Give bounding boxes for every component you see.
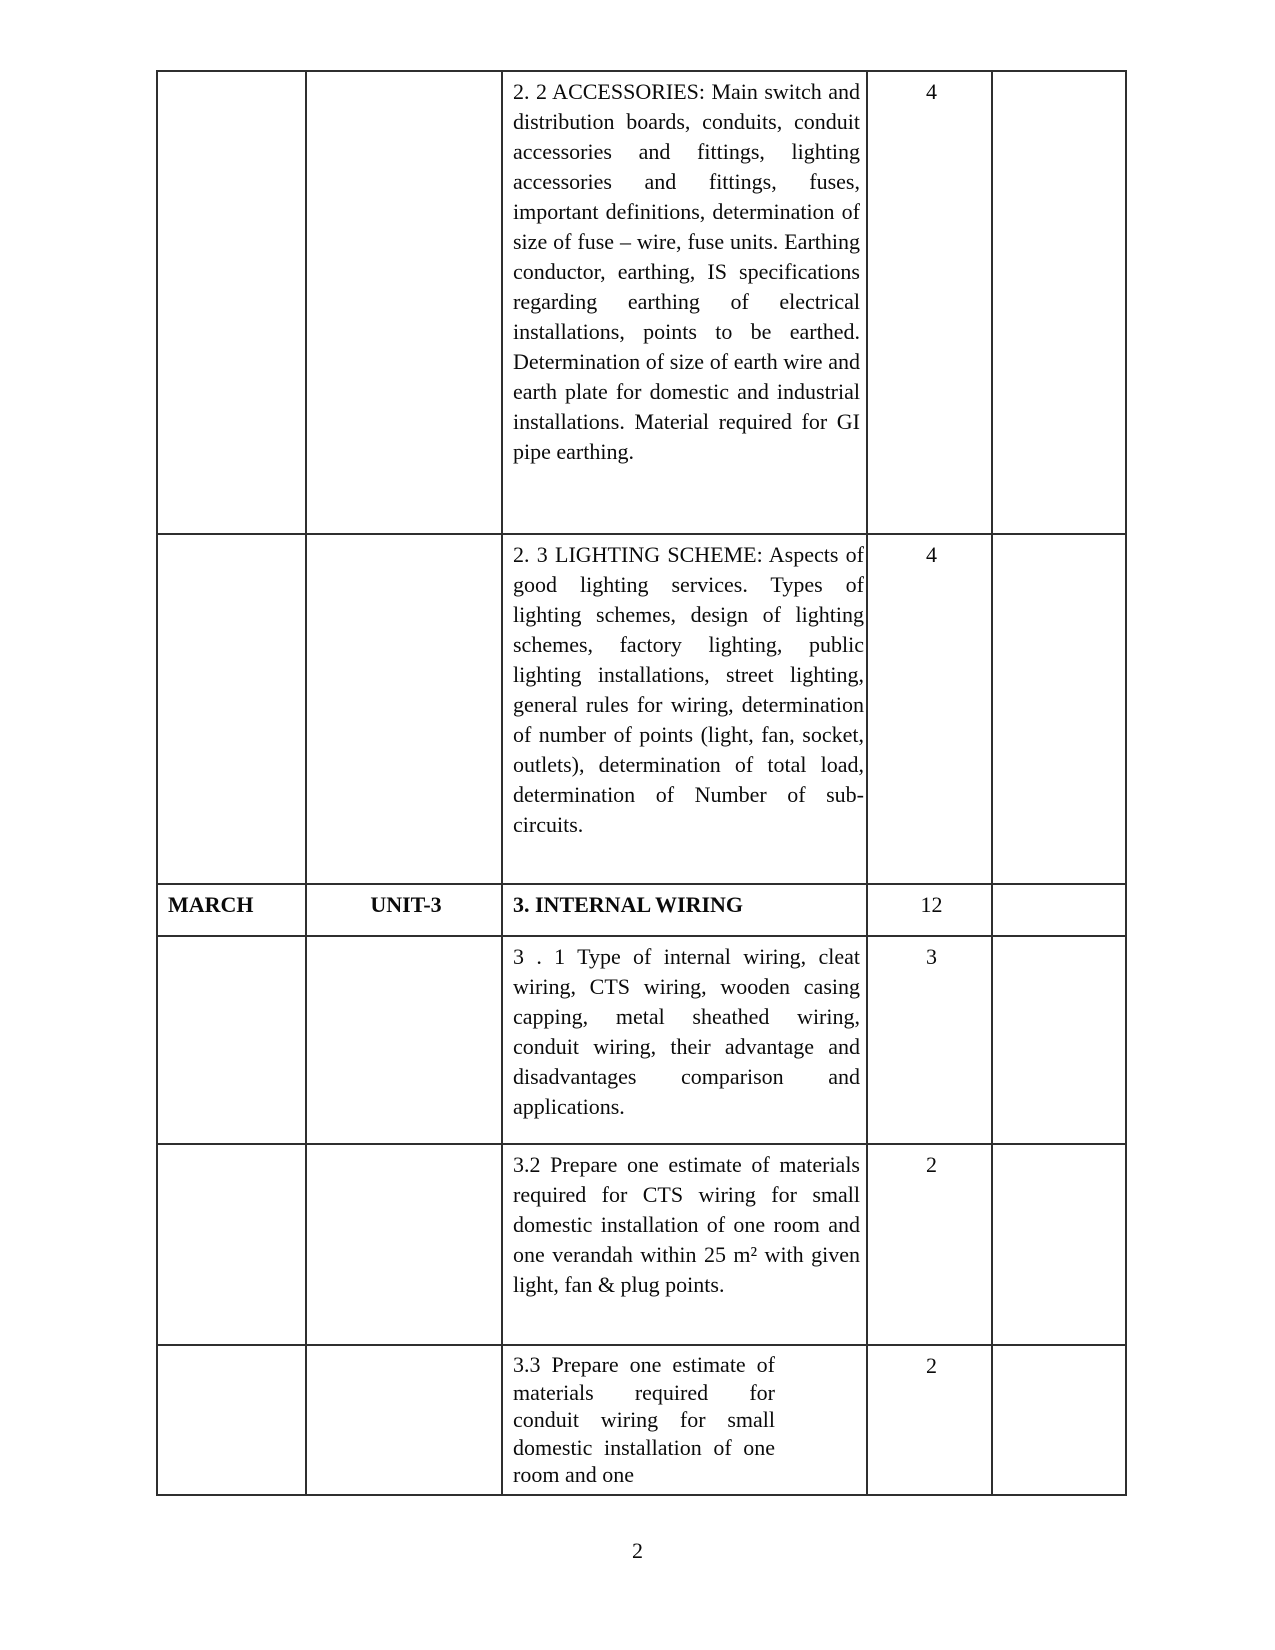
table-row bbox=[157, 1144, 1126, 1345]
cell-remarks bbox=[992, 936, 1126, 1144]
cell-remarks bbox=[992, 884, 1126, 936]
cell-content bbox=[502, 1144, 867, 1345]
cell-hours: 12 bbox=[867, 884, 992, 936]
topic-text: 2. 2 ACCESSORIES: Main switch and distribution boards, conduits, conduit accessories and fittings, lighting accessories and fittings, fuses, important definitions, determination of size of fuse – wire, fuse units. Earthing conductor, earthing, IS specifications regarding earthing of electrical installations, points to be earthed. Determination of size of earth wire and earth plate for domestic and industrial installations. Material required for GI pipe earthing. bbox=[513, 79, 860, 464]
cell-unit bbox=[306, 1144, 502, 1345]
table-row bbox=[157, 1345, 1126, 1495]
cell-month bbox=[157, 534, 306, 884]
cell-hours: 2 bbox=[867, 1144, 992, 1345]
cell-remarks bbox=[992, 1144, 1126, 1345]
topic-text: 3.2 Prepare one estimate of materials required for CTS wiring for small domestic installation of one room and one verandah within 25 m² with given light, fan & plug points. bbox=[513, 1152, 860, 1297]
cell-hours: 2 bbox=[867, 1345, 992, 1495]
cell-content bbox=[502, 1345, 867, 1495]
unit-title-text: 3. INTERNAL WIRING bbox=[513, 892, 744, 917]
cell-month bbox=[157, 1345, 306, 1495]
table-row bbox=[157, 936, 1126, 1144]
topic-text: 3.3 Prepare one estimate of materials required for conduit wiring for small domestic installation of one room and one bbox=[513, 1352, 775, 1487]
page-number: 2 bbox=[632, 1538, 643, 1563]
cell-unit bbox=[306, 1345, 502, 1495]
cell-content bbox=[502, 936, 867, 1144]
table-row bbox=[157, 884, 1126, 936]
cell-hours: 4 bbox=[867, 71, 992, 534]
cell-hours: 4 bbox=[867, 534, 992, 884]
cell-month bbox=[157, 936, 306, 1144]
cell-month bbox=[157, 71, 306, 534]
cell-content bbox=[502, 884, 867, 936]
cell-remarks bbox=[992, 534, 1126, 884]
cell-hours: 3 bbox=[867, 936, 992, 1144]
cell-remarks bbox=[992, 1345, 1126, 1495]
clipped-text-region bbox=[513, 1351, 860, 1489]
topic-text: 2. 3 LIGHTING SCHEME: Aspects of good lighting services. Types of lighting schemes, design of lighting schemes, factory lighting, public lighting installations, street lighting, general rules for wiring, determination of number of points (light, fan, socket, outlets), determination of total load, determination of Number of sub-circuits. bbox=[513, 542, 864, 837]
cell-content bbox=[502, 534, 867, 884]
cell-unit bbox=[306, 534, 502, 884]
cell-unit bbox=[306, 936, 502, 1144]
cell-month bbox=[157, 1144, 306, 1345]
cell-content bbox=[502, 71, 867, 534]
cell-month: MARCH bbox=[157, 884, 306, 936]
table-row bbox=[157, 534, 1126, 884]
syllabus-table bbox=[156, 70, 1127, 1496]
cell-unit bbox=[306, 71, 502, 534]
table-row bbox=[157, 71, 1126, 534]
cell-unit: UNIT-3 bbox=[306, 884, 502, 936]
topic-text: 3 . 1 Type of internal wiring, cleat wiring, CTS wiring, wooden casing capping, metal sheathed wiring, conduit wiring, their advantage and disadvantages comparison and applications. bbox=[513, 944, 860, 1119]
cell-remarks bbox=[992, 71, 1126, 534]
